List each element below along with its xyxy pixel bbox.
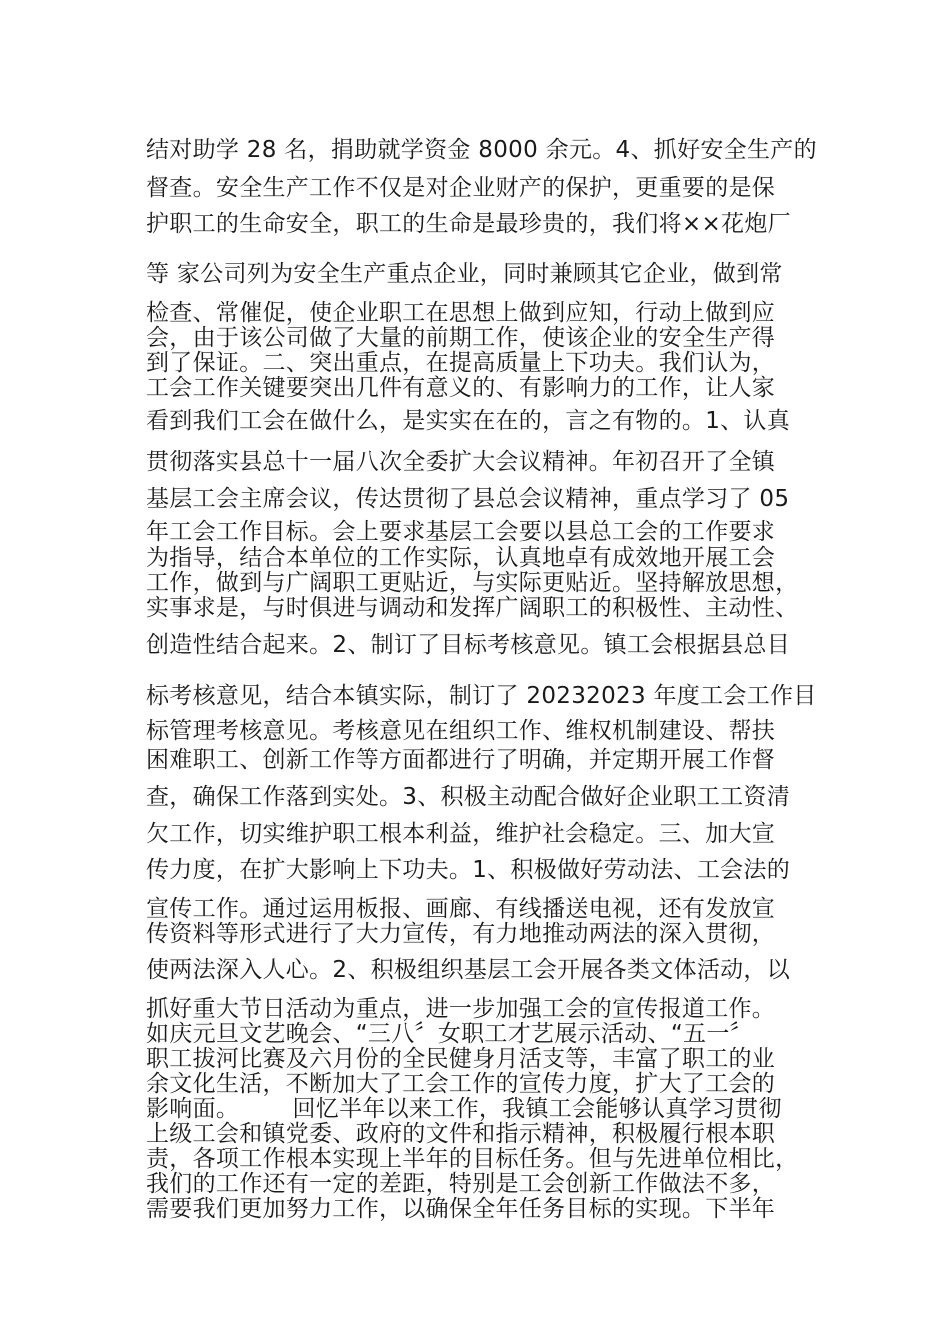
text-line: 标管理考核意见。考核意见在组织工作、维权机制建设、帮扶 <box>146 718 776 744</box>
text-line: 到了保证。二、突出重点，在提高质量上下功夫。我们认为， <box>146 350 776 376</box>
text-line: 影响面。 回忆半年以来工作，我镇工会能够认真学习贯彻 <box>146 1096 782 1122</box>
text-line: 标考核意见，结合本镇实际，制订了 20232023 年度工会工作目 <box>146 683 817 709</box>
text-line: 宣传工作。通过运用板报、画廊、有线播送电视，还有发放宣 <box>146 896 776 922</box>
text-line: 使两法深入人心。2、积极组织基层工会开展各类文体活动，以 <box>146 957 791 983</box>
text-line: 如庆元旦文艺晚会、“三八〞女职工才艺展示活动、“五一〞 <box>146 1021 753 1047</box>
text-line: 督查。安全生产工作不仅是对企业财产的保护，更重要的是保 <box>146 175 776 201</box>
text-line: 会，由于该公司做了大量的前期工作，使该企业的安全生产得 <box>146 325 776 351</box>
text-line: 欠工作，切实维护职工根本利益，维护社会稳定。三、加大宣 <box>146 821 776 847</box>
text-line: 传力度，在扩大影响上下功夫。1、积极做好劳动法、工会法的 <box>146 857 791 883</box>
text-line: 贯彻落实县总十一届八次全委扩大会议精神。年初召开了全镇 <box>146 449 776 475</box>
text-line: 责，各项工作根本实现上半年的目标任务。但与先进单位相比， <box>146 1146 799 1172</box>
text-line: 创造性结合起来。2、制订了目标考核意见。镇工会根据县总目 <box>146 632 791 658</box>
text-line: 困难职工、创新工作等方面都进行了明确，并定期开展工作督 <box>146 747 776 773</box>
text-line: 职工拔河比赛及六月份的全民健身月活支等，丰富了职工的业 <box>146 1046 776 1072</box>
text-line: 我们的工作还有一定的差距，特别是工会创新工作做法不多， <box>146 1171 776 1197</box>
text-line: 等 家公司列为安全生产重点企业，同时兼顾其它企业，做到常 <box>146 261 783 287</box>
text-line: 看到我们工会在做什么，是实实在在的，言之有物的。1、认真 <box>146 408 791 434</box>
text-line: 需要我们更加努力工作，以确保全年任务目标的实现。下半年 <box>146 1196 776 1222</box>
text-line: 上级工会和镇党委、政府的文件和指示精神，积极履行根本职 <box>146 1121 776 1147</box>
text-line: 年工会工作目标。会上要求基层工会要以县总工会的工作要求 <box>146 519 776 545</box>
text-line: 查，确保工作落到实处。3、积极主动配合做好企业职工工资清 <box>146 784 791 810</box>
text-line: 护职工的生命安全，职工的生命是最珍贵的，我们将××花炮厂 <box>146 211 791 237</box>
text-line: 实事求是，与时俱进与调动和发挥广阔职工的积极性、主动性、 <box>146 595 799 621</box>
text-line: 工作，做到与广阔职工更贴近，与实际更贴近。坚持解放思想， <box>146 570 799 596</box>
text-line: 抓好重大节日活动为重点，进一步加强工会的宣传报道工作。 <box>146 996 776 1022</box>
text-line: 结对助学 28 名，捐助就学资金 8000 余元。4、抓好安全生产的 <box>146 137 817 163</box>
text-line: 检查、常催促，使企业职工在思想上做到应知，行动上做到应 <box>146 300 776 326</box>
text-line: 为指导，结合本单位的工作实际，认真地卓有成效地开展工会 <box>146 545 776 571</box>
text-line: 工会工作关键要突出几件有意义的、有影响力的工作，让人家 <box>146 375 776 401</box>
text-line: 余文化生活，不断加大了工会工作的宣传力度，扩大了工会的 <box>146 1071 776 1097</box>
text-line: 传资料等形式进行了大力宣传，有力地推动两法的深入贯彻， <box>146 921 776 947</box>
text-line: 基层工会主席会议，传达贯彻了县总会议精神，重点学习了 05 <box>146 486 790 512</box>
